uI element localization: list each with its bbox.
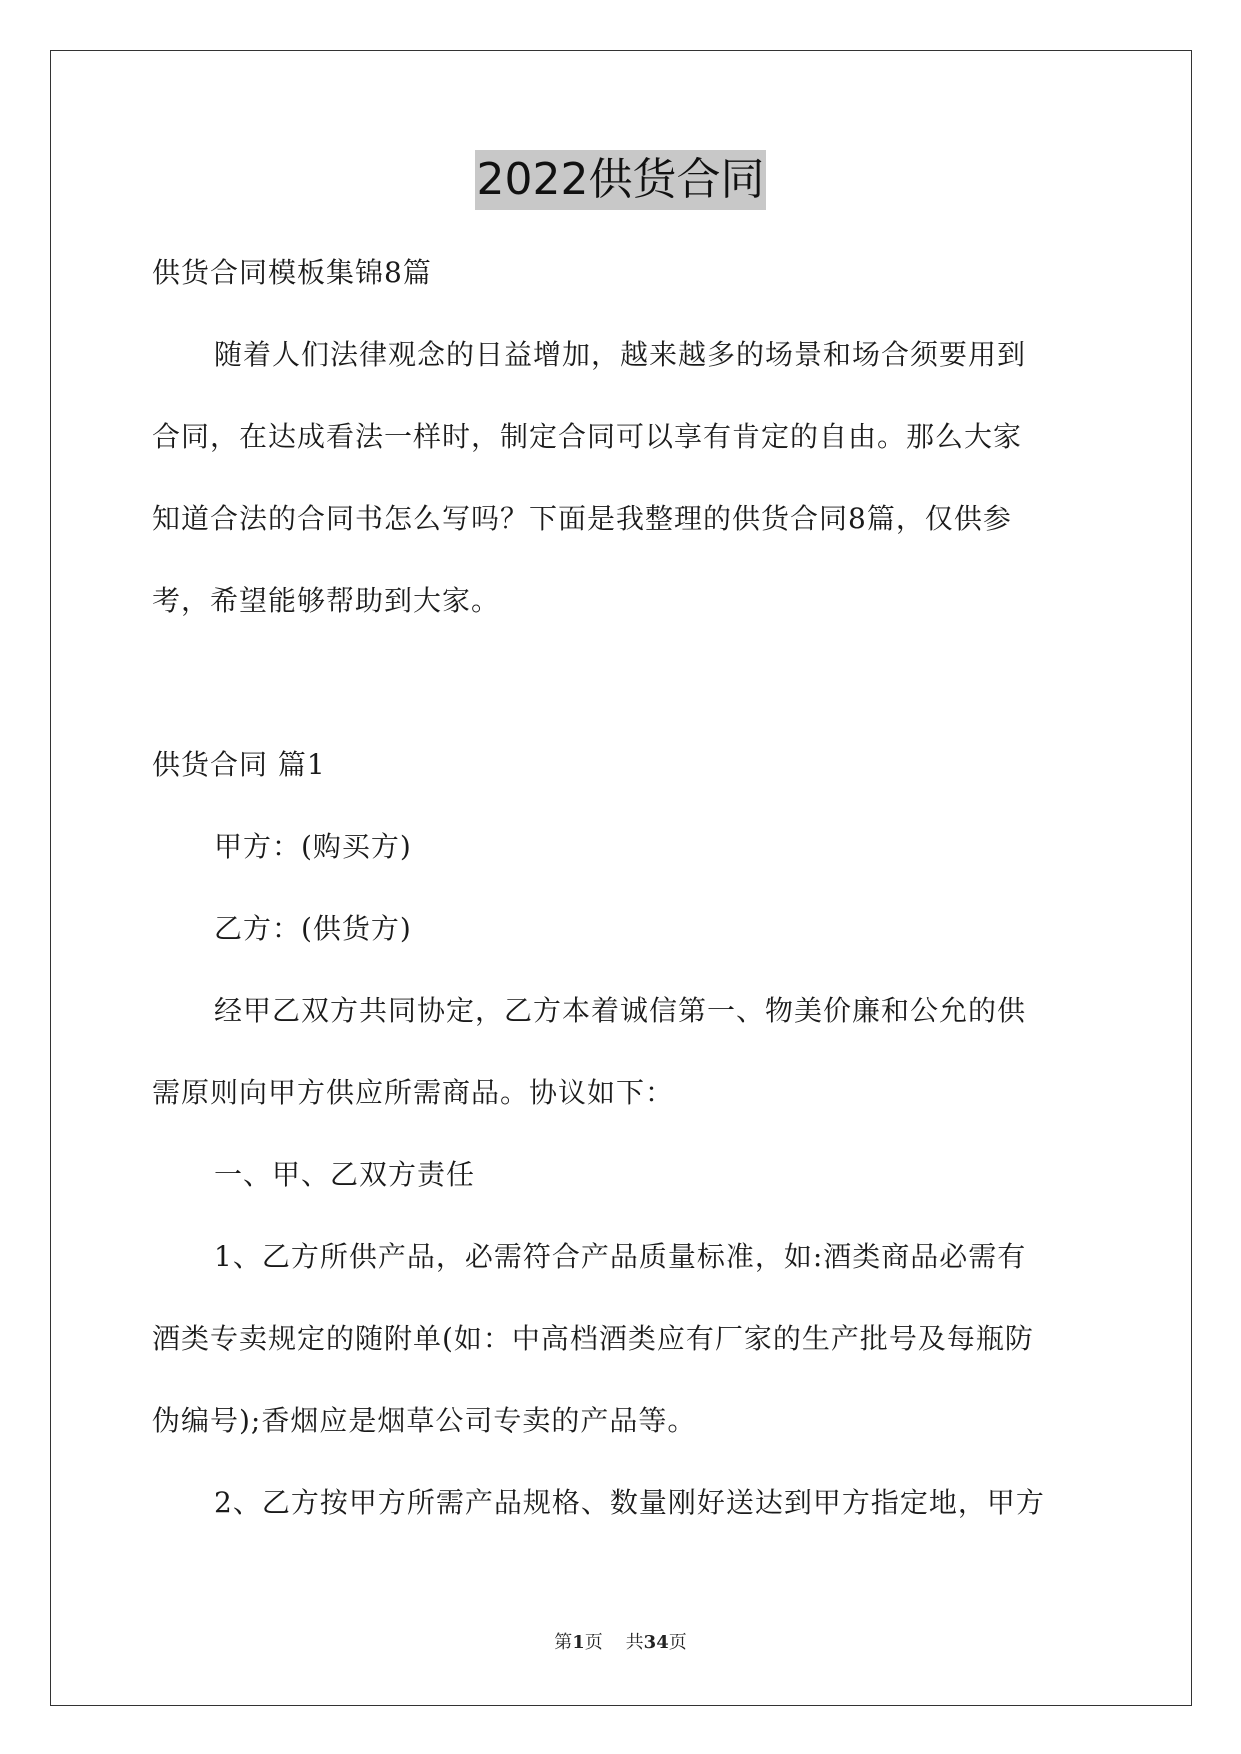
clause1-line: 1、乙方所供产品，必需符合产品质量标准，如:酒类商品必需有	[214, 1240, 1027, 1273]
spacer	[152, 642, 1088, 724]
party-b: 乙方：(供货方)	[214, 912, 412, 945]
footer-page-mid: 页 共	[584, 1632, 644, 1653]
intro-line: 随着人们法律观念的日益增加，越来越多的场景和场合须要用到	[214, 338, 1027, 371]
footer-total-pages: 34	[643, 1632, 669, 1653]
document-subtitle: 供货合同模板集锦8篇	[152, 256, 432, 289]
document-title: 2022供货合同	[475, 150, 767, 210]
intro-line: 合同，在达成看法一样时，制定合同可以享有肯定的自由。那么大家	[152, 420, 1023, 453]
page-footer	[0, 1628, 1241, 1654]
section-heading: 供货合同 篇1	[152, 748, 326, 781]
agreement-line: 需原则向甲方供应所需商品。协议如下：	[152, 1076, 675, 1109]
footer-page-number: 1	[572, 1632, 585, 1653]
agreement-line: 经甲乙双方共同协定，乙方本着诚信第一、物美价廉和公允的供	[214, 994, 1027, 1027]
intro-line: 知道合法的合同书怎么写吗？下面是我整理的供货合同8篇，仅供参	[152, 502, 1012, 535]
document-body	[152, 232, 1088, 1544]
clause-heading: 一、甲、乙双方责任	[214, 1158, 476, 1191]
title-container	[0, 150, 1241, 210]
clause2-line: 2、乙方按甲方所需产品规格、数量刚好送达到甲方指定地，甲方	[214, 1486, 1045, 1519]
intro-line: 考，希望能够帮助到大家。	[152, 584, 501, 617]
clause1-line: 伪编号);香烟应是烟草公司专卖的产品等。	[152, 1404, 697, 1437]
clause1-line: 酒类专卖规定的随附单(如：中高档酒类应有厂家的生产批号及每瓶防	[152, 1322, 1034, 1355]
party-a: 甲方：(购买方)	[214, 830, 412, 863]
footer-page-prefix: 第	[554, 1632, 573, 1653]
footer-page-suffix: 页	[668, 1632, 687, 1653]
